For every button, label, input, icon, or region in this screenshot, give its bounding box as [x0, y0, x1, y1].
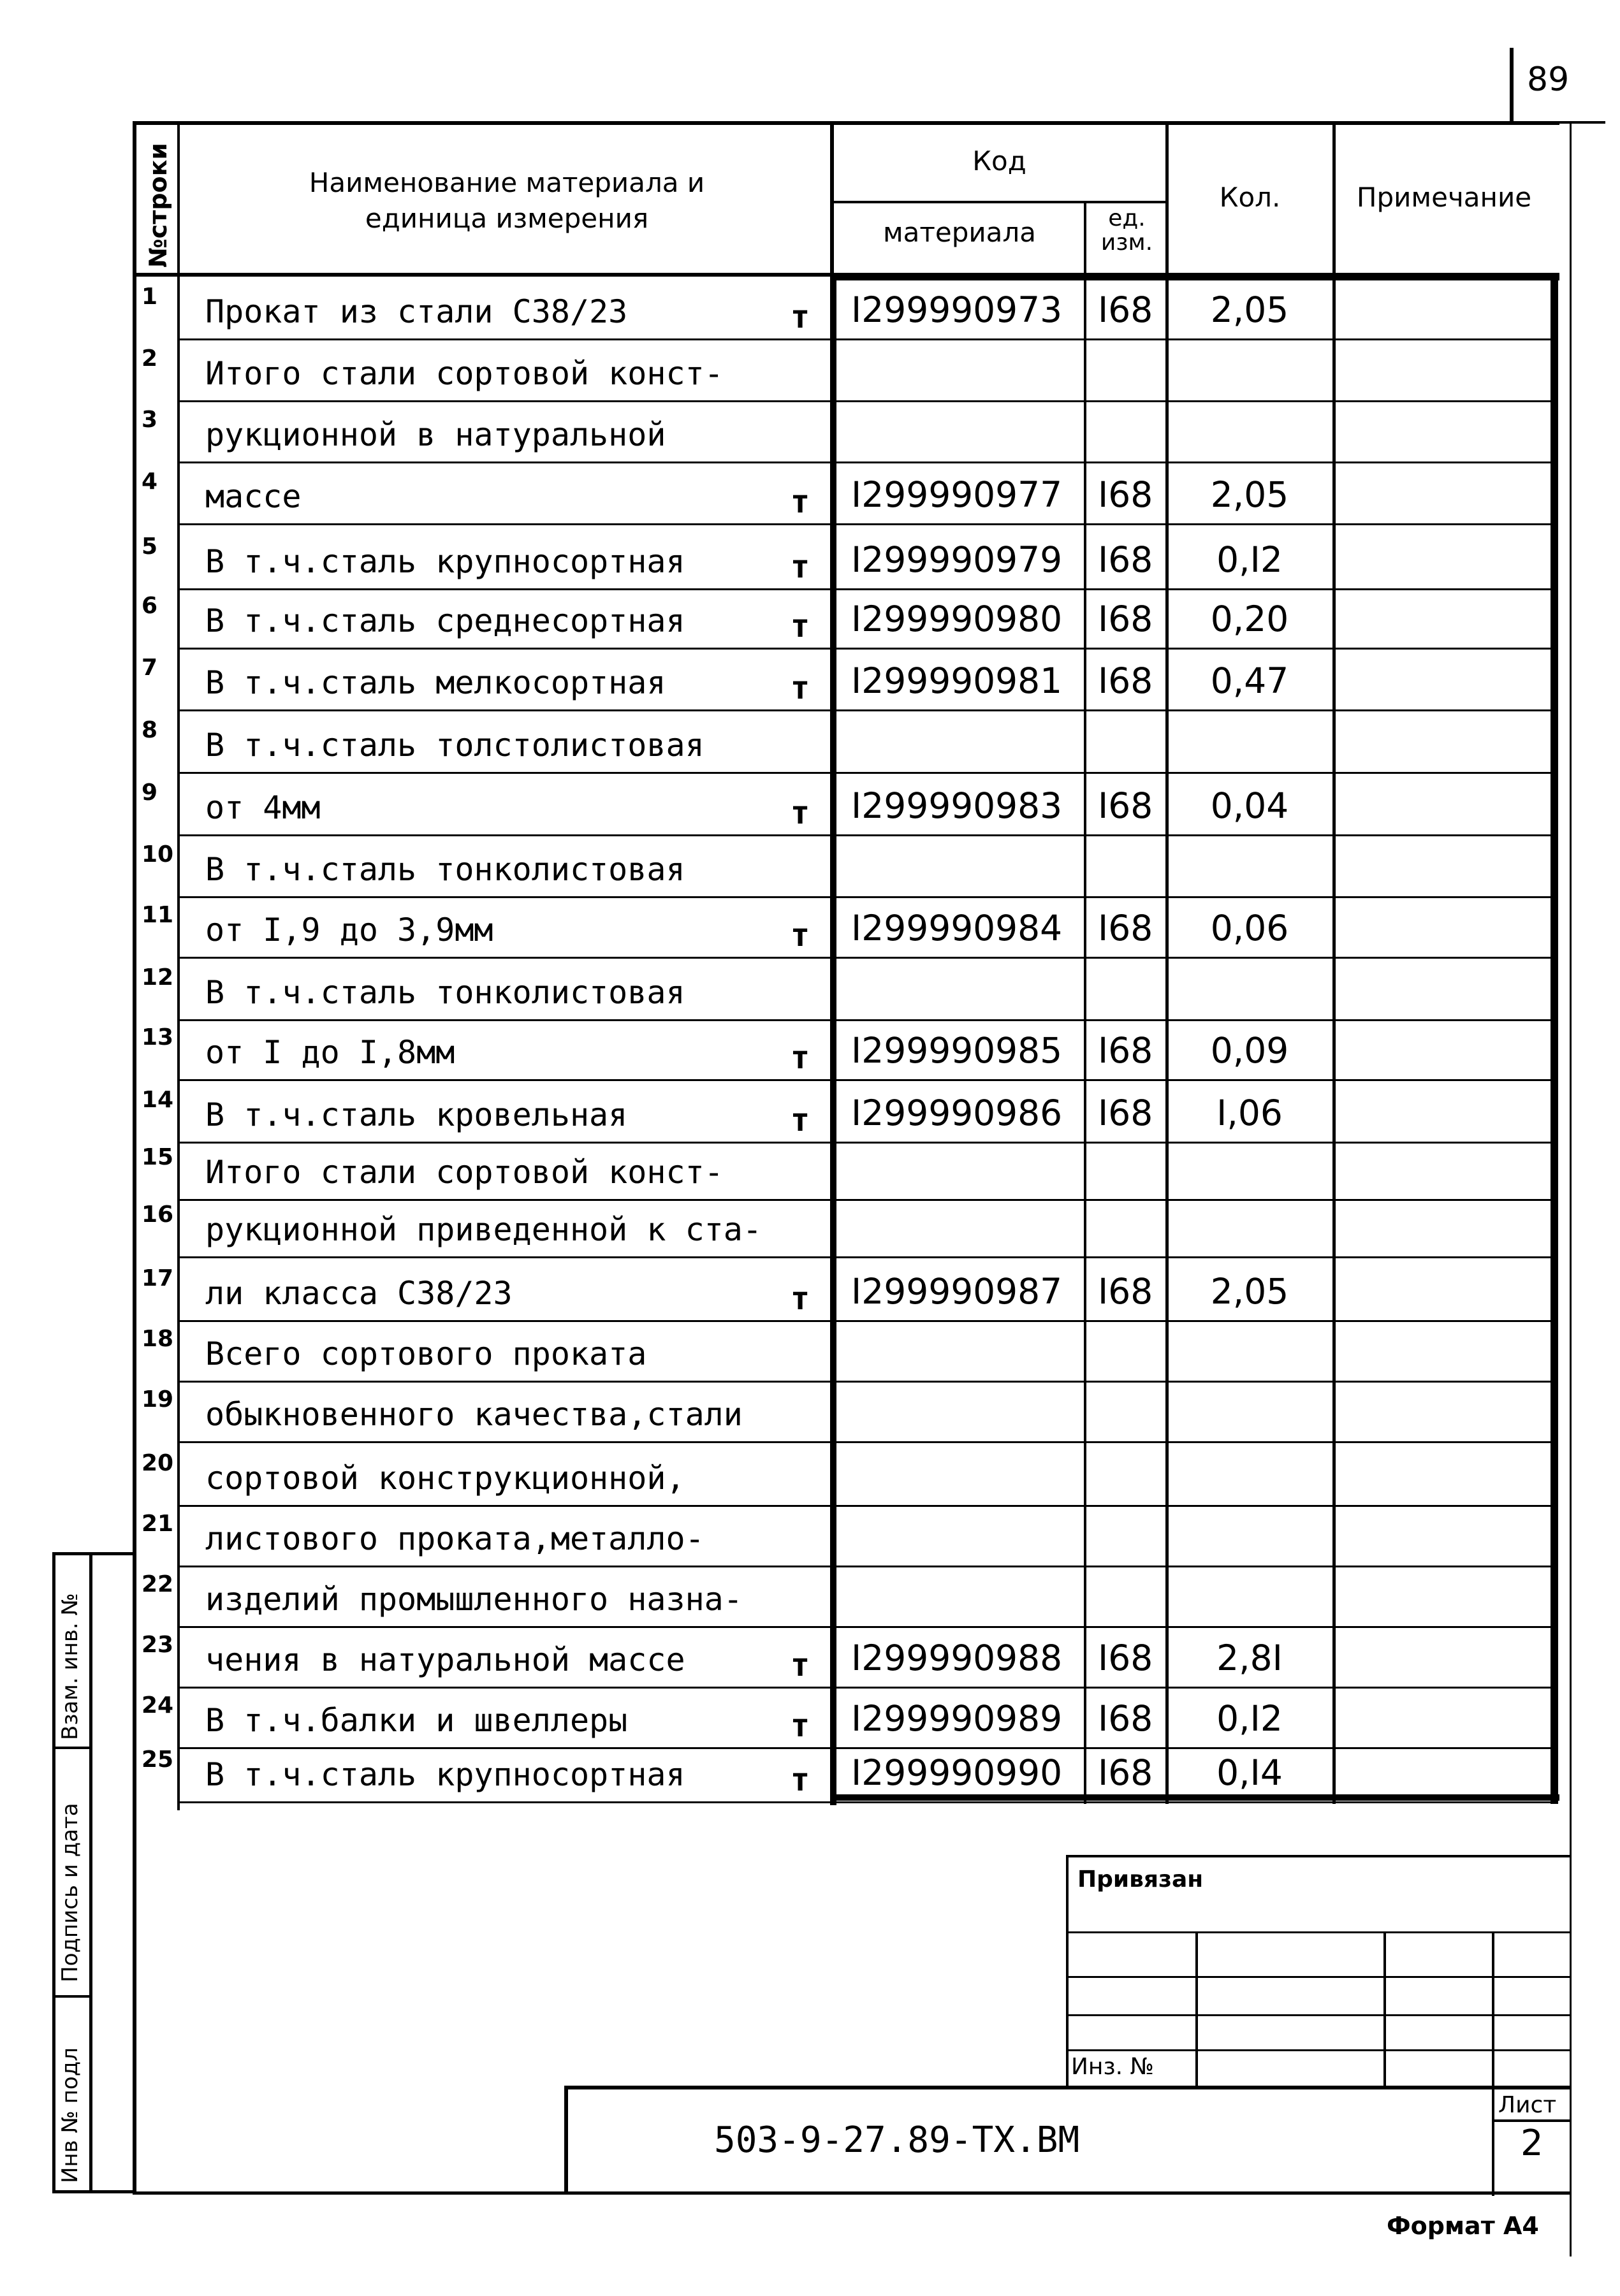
- row-divider: [180, 588, 1552, 590]
- row-number: 2: [142, 345, 158, 372]
- unit-code: I68: [1098, 539, 1153, 580]
- quantity: 0,I2: [1216, 539, 1283, 580]
- row-number: 8: [142, 717, 158, 743]
- note-header: Примечание: [1356, 182, 1532, 213]
- row-number-header: №строки: [144, 143, 172, 268]
- row-divider: [180, 1256, 1552, 1258]
- sheet-label: Лист: [1498, 2092, 1557, 2118]
- code-column-header: Код: [972, 145, 1026, 177]
- unit-code: I68: [1098, 785, 1153, 826]
- unit-code: I68: [1098, 1752, 1153, 1793]
- material-code: I299990981: [851, 660, 1063, 701]
- unit-of-measure: т: [791, 1707, 810, 1744]
- unit-code: I68: [1098, 289, 1153, 330]
- row-divider: [180, 709, 1552, 711]
- quantity: 2,8I: [1216, 1638, 1283, 1678]
- material-code: I299990990: [851, 1752, 1063, 1793]
- unit-of-measure: т: [791, 1761, 810, 1798]
- row-divider: [180, 1381, 1552, 1383]
- material-name: В т.ч.сталь крупносортная: [205, 1756, 685, 1793]
- material-name: от 4мм: [205, 789, 321, 826]
- material-name: В т.ч.сталь мелкосортная: [205, 664, 666, 701]
- row-number: 11: [142, 902, 174, 928]
- row-divider: [180, 1142, 1552, 1144]
- row-number: 20: [142, 1450, 174, 1476]
- material-code: I299990987: [851, 1271, 1063, 1312]
- quantity: 0,I2: [1216, 1698, 1283, 1739]
- material-name: от I,9 до 3,9мм: [205, 912, 493, 948]
- row-number: 21: [142, 1511, 174, 1537]
- sheet-number: 2: [1521, 2123, 1543, 2164]
- name-column-header-2: единица измерения: [365, 203, 649, 234]
- material-name: листового проката,металло-: [205, 1520, 704, 1557]
- quantity: 0,09: [1210, 1030, 1289, 1071]
- row-divider: [180, 834, 1552, 836]
- unit-code: I68: [1098, 474, 1153, 515]
- unit-code: I68: [1098, 1093, 1153, 1133]
- row-number: 18: [142, 1326, 174, 1352]
- unit-of-measure: т: [791, 483, 810, 520]
- row-divider: [180, 957, 1552, 959]
- material-name: обыкновенного качества,стали: [205, 1396, 743, 1433]
- unit-of-measure: т: [791, 1646, 810, 1683]
- row-number: 13: [142, 1024, 174, 1050]
- material-code: I299990986: [851, 1093, 1063, 1133]
- material-name: В т.ч.сталь крупносортная: [205, 543, 685, 580]
- material-name: массе: [205, 478, 302, 515]
- material-name: Итого стали сортовой конст-: [205, 1154, 724, 1191]
- attached-label: Привязан: [1077, 1866, 1204, 1893]
- unit-of-measure: т: [791, 298, 810, 335]
- material-name: ли класса С38/23: [205, 1275, 513, 1312]
- row-divider: [180, 1199, 1552, 1201]
- unit-of-measure: т: [791, 669, 810, 706]
- material-code: I299990984: [851, 908, 1063, 948]
- quantity: 0,20: [1210, 599, 1289, 639]
- quantity: 2,05: [1210, 474, 1289, 515]
- unit-of-measure: т: [791, 607, 810, 644]
- material-name: от I до I,8мм: [205, 1034, 455, 1071]
- row-divider: [180, 1505, 1552, 1507]
- row-divider: [180, 648, 1552, 650]
- row-number: 16: [142, 1202, 174, 1228]
- quantity: 2,05: [1210, 1271, 1289, 1312]
- material-name: В т.ч.балки и швеллеры: [205, 1702, 628, 1739]
- quantity: 2,05: [1210, 289, 1289, 330]
- row-number: 7: [142, 655, 158, 681]
- material-code: I299990983: [851, 785, 1063, 826]
- row-divider: [180, 896, 1552, 898]
- row-number: 23: [142, 1632, 174, 1658]
- quantity: 0,04: [1210, 785, 1289, 826]
- material-code: I299990977: [851, 474, 1063, 515]
- unit-of-measure: т: [791, 1101, 810, 1138]
- quantity: 0,47: [1210, 660, 1289, 701]
- material-code: I299990979: [851, 539, 1063, 580]
- unit-code: I68: [1098, 1030, 1153, 1071]
- row-divider: [180, 1747, 1552, 1749]
- original-inventory-stamp: Инв № подл: [57, 2047, 83, 2183]
- row-number: 9: [142, 780, 158, 806]
- unit-of-measure: т: [791, 548, 810, 585]
- material-name: рукционной приведенной к ста-: [205, 1211, 762, 1248]
- material-name: Прокат из стали С38/23: [205, 293, 628, 330]
- material-code: I299990985: [851, 1030, 1063, 1071]
- quantity-header: Кол.: [1219, 182, 1281, 213]
- row-number: 10: [142, 841, 174, 868]
- page-number: 89: [1527, 61, 1570, 99]
- row-divider: [180, 1687, 1552, 1689]
- row-divider: [180, 1079, 1552, 1081]
- material-name: чения в натуральной массе: [205, 1641, 685, 1678]
- unit-code: I68: [1098, 1638, 1153, 1678]
- row-divider: [180, 772, 1552, 774]
- unit-code: I68: [1098, 1271, 1153, 1312]
- quantity: 0,I4: [1216, 1752, 1283, 1793]
- material-name: В т.ч.сталь среднесортная: [205, 602, 685, 639]
- signature-date-stamp: Подпись и дата: [57, 1803, 83, 1982]
- material-name: сортовой конструкционной,: [205, 1460, 685, 1497]
- material-code: I299990988: [851, 1638, 1063, 1678]
- unit-header-2: изм.: [1100, 229, 1153, 256]
- row-number: 3: [142, 407, 158, 433]
- material-code: I299990980: [851, 599, 1063, 639]
- row-divider: [180, 400, 1552, 402]
- row-divider: [180, 1320, 1552, 1322]
- row-number: 12: [142, 964, 174, 991]
- row-number: 17: [142, 1265, 174, 1291]
- unit-of-measure: т: [791, 917, 810, 954]
- quantity: 0,06: [1210, 908, 1289, 948]
- row-number: 25: [142, 1747, 174, 1773]
- row-number: 1: [142, 284, 158, 310]
- material-name: В т.ч.сталь кровельная: [205, 1096, 628, 1133]
- unit-code: I68: [1098, 599, 1153, 639]
- row-divider: [180, 1566, 1552, 1567]
- replacement-inventory-stamp: Взам. инв. №: [57, 1593, 83, 1740]
- document-code: 503-9-27.89-ТХ.ВМ: [714, 2119, 1080, 2161]
- unit-of-measure: т: [791, 1280, 810, 1317]
- quantity: I,06: [1216, 1093, 1283, 1133]
- row-number: 5: [142, 534, 158, 560]
- row-number: 14: [142, 1087, 174, 1113]
- material-name: изделий промышленного назна-: [205, 1581, 743, 1618]
- material-code-header: материала: [882, 217, 1036, 248]
- row-number: 22: [142, 1571, 174, 1597]
- row-number: 15: [142, 1144, 174, 1170]
- material-code: I299990973: [851, 289, 1063, 330]
- row-divider: [180, 1441, 1552, 1443]
- material-code: I299990989: [851, 1698, 1063, 1739]
- unit-code: I68: [1098, 1698, 1153, 1739]
- name-column-header-1: Наименование материала и: [309, 167, 705, 198]
- material-name: В т.ч.сталь толстолистовая: [205, 727, 704, 764]
- row-number: 4: [142, 469, 158, 495]
- page-number-divider: [1510, 48, 1514, 124]
- row-number: 24: [142, 1692, 174, 1718]
- row-number: 19: [142, 1386, 174, 1413]
- row-divider: [180, 1019, 1552, 1021]
- unit-code: I68: [1098, 908, 1153, 948]
- material-name: Всего сортового проката: [205, 1335, 647, 1372]
- inventory-number-label: Инз. №: [1071, 2054, 1154, 2080]
- row-divider: [180, 338, 1552, 340]
- row-divider: [180, 1801, 1552, 1803]
- material-name: В т.ч.сталь тонколистовая: [205, 974, 685, 1011]
- unit-code: I68: [1098, 660, 1153, 701]
- unit-of-measure: т: [791, 1039, 810, 1076]
- material-name: Итого стали сортовой конст-: [205, 355, 724, 392]
- unit-header-1: ед.: [1108, 205, 1146, 231]
- row-divider: [180, 1626, 1552, 1628]
- right-border-line: [1570, 121, 1572, 2256]
- unit-of-measure: т: [791, 794, 810, 831]
- row-divider: [180, 461, 1552, 463]
- row-divider: [180, 523, 1552, 525]
- material-name: В т.ч.сталь тонколистовая: [205, 851, 685, 888]
- format-label: Формат А4: [1387, 2212, 1539, 2240]
- material-name: рукционной в натуральной: [205, 416, 666, 453]
- row-number: 6: [142, 593, 158, 619]
